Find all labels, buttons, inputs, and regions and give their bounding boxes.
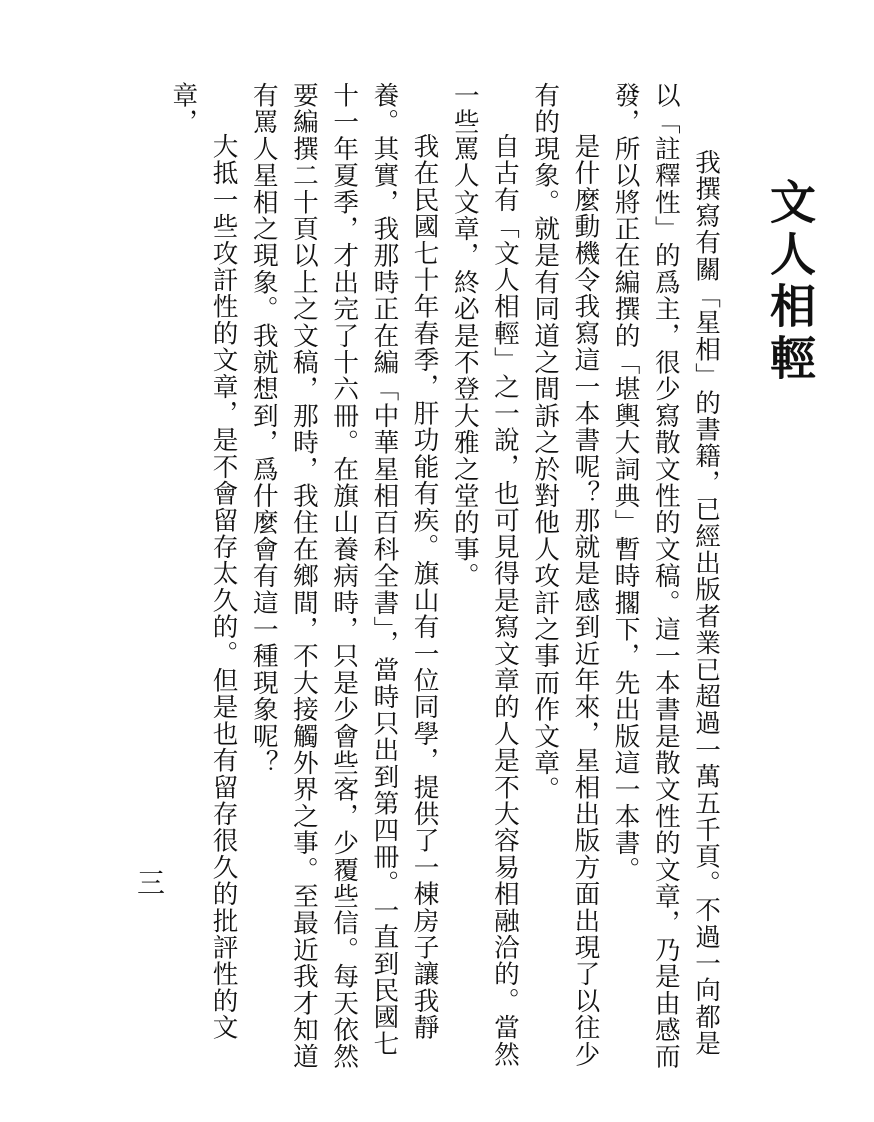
paragraph-5: 大抵一些攻訐性的文章，是不會留存太久的。但是也有留存很久的批評性的文章， [168,82,239,1041]
chapter-title: 文人相輕 [763,178,817,386]
paragraph-4: 我在民國七十年春季，肝功能有疾。旗山有一位同學，提供了一棟房子讓我靜養。其實，我那時正在編「中華星相百科全書」，當時只出到第四冊。一直到民國七十一年夏季，才出完了十六冊。在旗山養病時，只是少會些客，少覆些信。每天依然要編撰二十頁以上之文稿，那時，我住在鄉間，不大接觸外界之事。至最近我才知道有罵人星相之現象。我就想到，爲什麼會有這一種現象呢？ [248,82,440,1070]
page-number: 三 [133,868,166,896]
paragraph-3: 自古有「文人相輕」之一說，也可見得是寫文章的人是不大容易相融洽的。當然一些罵人文章，終必是不登大雅之堂的事。 [449,82,520,1068]
paragraph-2: 是什麼動機令我寫這一本書呢？那就是感到近年來，星相出版方面出現了以往少有的現象。就是有同道之間訴之於對他人攻訐之事而作文章。 [530,82,601,1068]
paragraph-1: 我撰寫有關「星相」的書籍，已經出版者業已超過一萬五千頁。不過一向都是以「註釋性」的爲主，很少寫散文性的文稿。這一本書是散文性的文章，乃是由感而發，所以將正在編撰的「堪輿大詞典」暫時擱下，先出版這一本書。 [610,82,721,1070]
body-text [163,82,726,1082]
